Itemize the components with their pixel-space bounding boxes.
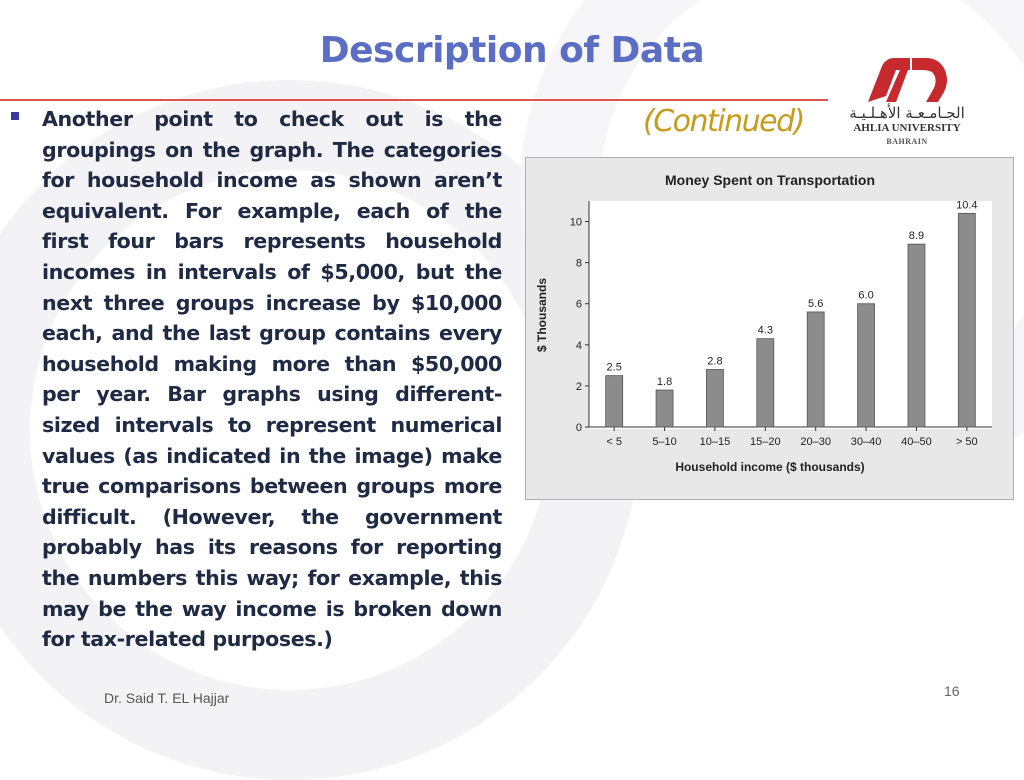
logo-subtitle: BAHRAIN	[886, 137, 928, 146]
title-divider	[0, 99, 828, 101]
y-tick-label: 8	[575, 257, 582, 270]
logo-arabic-text: الجـامـعـة الأهـلـيـة	[849, 104, 965, 122]
chart-container	[525, 157, 1014, 500]
plot-area	[589, 201, 992, 429]
y-tick-label: 4	[575, 339, 582, 352]
body-paragraph: Another point to check out is the groupings on the graph. The categories for household income as shown aren’t equivalent. For example, each of the first four bars represents household incomes in intervals of $5,000, but the next three groups increase by $10,000 each, and the last group contains every household making more than $50,000 per year. Bar graphs using different-sized intervals to represent numerical values (as indicated in the image) make true comparisons between groups more difficult. (However, the government probably has its reasons for reporting the numbers this way; for example, this may be the way income is broken down for tax-related purposes.)	[42, 107, 502, 652]
y-tick-label: 0	[575, 422, 582, 434]
x-tick-label: 15–20	[750, 436, 781, 448]
bar	[757, 339, 774, 427]
bar	[606, 376, 623, 427]
footer-author: Dr. Said T. EL Hajjar	[104, 690, 230, 706]
bar	[858, 304, 875, 427]
bar	[807, 312, 824, 427]
bar	[908, 244, 925, 427]
x-axis-label: Household income ($ thousands)	[675, 460, 865, 474]
data-label: 10.4	[956, 199, 978, 212]
data-label: 2.5	[606, 361, 622, 374]
x-tick-label: 20–30	[800, 436, 831, 448]
y-tick-label: 2	[575, 380, 582, 393]
data-label: 1.8	[656, 376, 673, 389]
data-label: 2.8	[707, 355, 723, 368]
x-tick-label: 40–50	[901, 436, 932, 448]
bar	[656, 390, 673, 427]
y-tick-label: 6	[575, 298, 582, 311]
chart-title: Money Spent on Transportation	[664, 172, 876, 188]
page-number: 16	[944, 683, 960, 699]
x-tick-label: 10–15	[699, 436, 731, 448]
bar-chart	[526, 158, 1013, 499]
y-tick-label: 10	[569, 216, 582, 229]
x-tick-label: < 5	[606, 436, 622, 448]
bullet-icon	[11, 112, 19, 120]
data-label: 6.0	[858, 289, 874, 302]
data-label: 4.3	[757, 324, 773, 337]
y-axis-label: $ Thousands	[535, 277, 549, 353]
logo-name: AHLIA UNIVERSITY	[853, 122, 961, 134]
x-tick-label: 5–10	[652, 436, 677, 448]
x-tick-label: > 50	[955, 436, 978, 448]
continued-label: (Continued)	[643, 104, 804, 139]
data-label: 5.6	[808, 297, 824, 310]
data-label: 8.9	[908, 230, 925, 243]
slide-title: Description of Data	[319, 30, 705, 71]
bar	[706, 369, 723, 427]
bar	[958, 213, 975, 427]
x-tick-label: 30–40	[850, 436, 882, 448]
